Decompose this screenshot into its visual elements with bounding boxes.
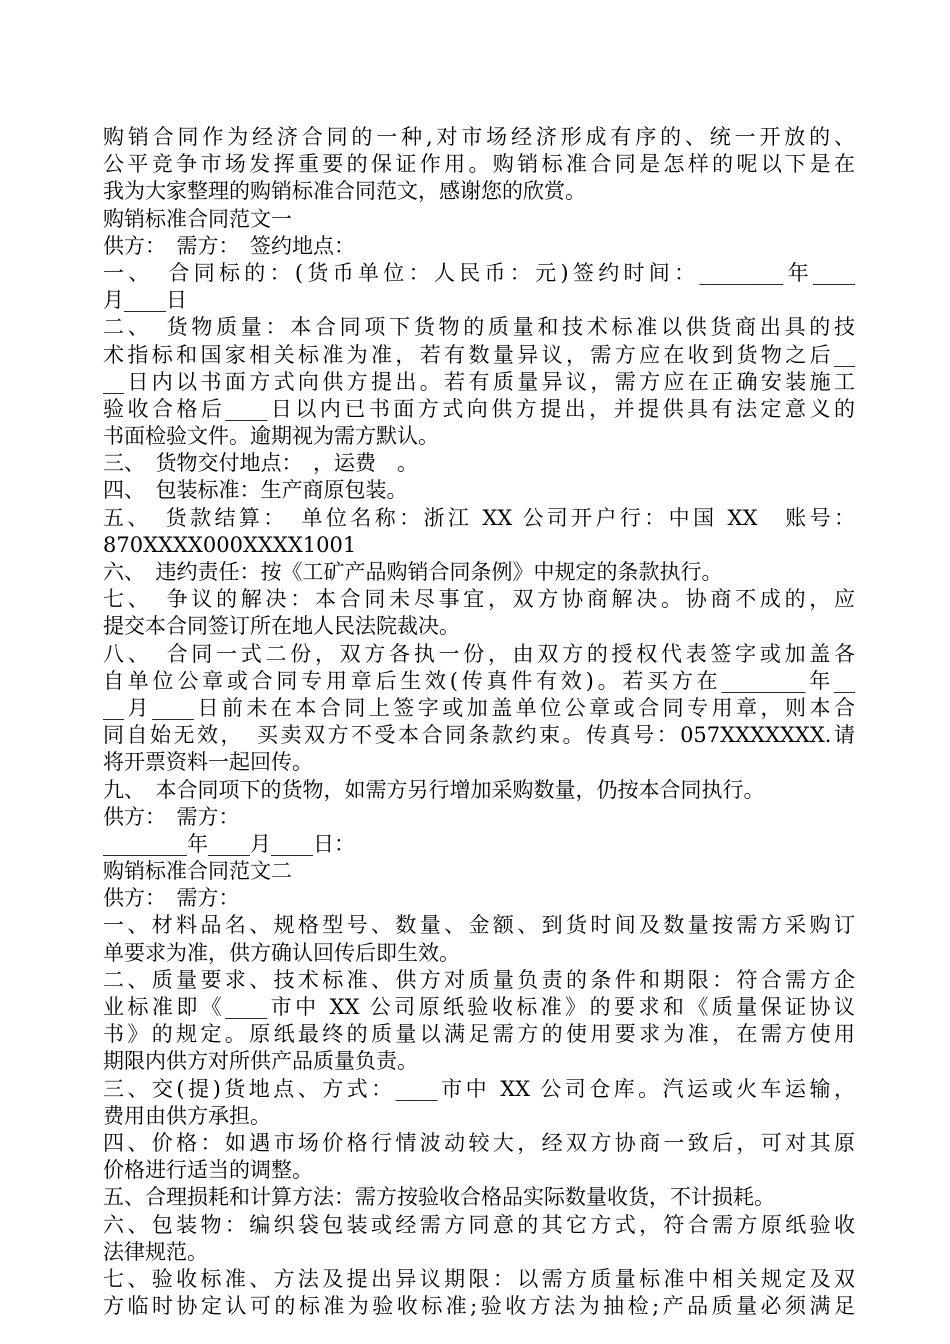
text-line: 六、 违约责任：按《工矿产品购销合同条例》中规定的条款执行。 [103, 560, 723, 584]
text-line: 书面检验文件。逾期视为需方默认。 [103, 424, 439, 449]
text-line: 自单位公章或合同专用章后生效(传真件有效)。若买方在________年__ [103, 668, 855, 693]
text-line: 价格进行适当的调整。 [103, 1158, 313, 1183]
text-line: 四、价格：如遇市场价格行情波动较大，经双方协商一致后，可对其原 [103, 1130, 855, 1155]
text-line: __月____日前未在本合同上签字或加盖单位公章或合同专用章，则本合 [103, 695, 855, 720]
text-line: 七、验收标准、方法及提出异议期限：以需方质量标准中相关规定及双 [103, 1266, 855, 1291]
text-line: 法律规范。 [103, 1239, 208, 1264]
text-line: 书》的规定。原纸最终的质量以满足需方的使用要求为准，在需方使用 [103, 1022, 855, 1047]
text-line: 提交本合同签订所在地人民法院裁决。 [103, 614, 460, 639]
text-line: 八、 合同一式二份，双方各执一份，由双方的授权代表签字或加盖各 [103, 641, 855, 666]
text-line: 供方： 需方： [103, 804, 240, 829]
text-line: 九、 本合同项下的货物，如需方另行增加采购数量，仍按本合同执行。 [103, 777, 765, 802]
text-line: 期限内供方对所供产品质量负责。 [103, 1049, 418, 1074]
text-line: 六、包装物：编织袋包装或经需方同意的其它方式，符合需方原纸验收 [103, 1212, 855, 1237]
text-line: 一、材料品名、规格型号、数量、金额、到货时间及数量按需方采购订 [103, 913, 855, 938]
section-heading: 购销标准合同范文二 [103, 859, 292, 884]
text-line: 二、质量要求、技术标准、供方对质量负责的条件和期限：符合需方企 [103, 967, 855, 992]
section-heading: 购销标准合同范文一 [103, 206, 292, 231]
text-line: 四、 包装标准：生产商原包装。 [103, 478, 408, 503]
text-line: 公平竞争市场发挥重要的保证作用。购销标准合同是怎样的呢以下是在 [103, 152, 855, 177]
text-line: 五、 货款结算： 单位名称：浙江 XX 公司开户行：中国 XX 账号： [103, 505, 855, 530]
text-line: 术指标和国家相关标准为准，若有数量异议，需方应在收到货物之后__ [103, 342, 855, 367]
document-body [103, 124, 855, 1320]
text-line: 验收合格后____日以内已书面方式向供方提出，并提供具有法定意义的 [103, 396, 855, 421]
text-line: 一、 合同标的：(货币单位：人民币：元)签约时间：________年____ [103, 260, 855, 285]
text-line: 月____日 [103, 288, 187, 313]
text-line: 单要求为准，供方确认回传后即生效。 [103, 940, 460, 965]
text-line: 购销合同作为经济合同的一种,对市场经济形成有序的、统一开放的、 [103, 125, 855, 149]
text-line: 费用由供方承担。 [103, 1103, 271, 1128]
text-line: ________年____月____日： [103, 831, 355, 856]
text-line: 870XXXX000XXXX1001 [103, 532, 357, 557]
text-line: 我为大家整理的购销标准合同范文，感谢您的欣赏。 [103, 179, 586, 204]
text-line: 三、交(提)货地点、方式：____市中 XX 公司仓库。汽运或火车运输， [103, 1076, 855, 1101]
text-line: 五、合理损耗和计算方法：需方按验收合格品实际数量收货，不计损耗。 [103, 1185, 775, 1210]
text-line: 业标准即《____市中 XX 公司原纸验收标准》的要求和《质量保证协议 [103, 995, 855, 1019]
text-line: 供方： 需方： [103, 886, 240, 911]
text-line: 同自始无效， 买卖双方不受本合同条款约束。传真号：057XXXXXXX.请 [103, 723, 855, 748]
text-line: 供方： 需方： 签约地点： [103, 233, 355, 258]
text-line: 二、 货物质量：本合同项下货物的质量和技术标准以供货商出具的技 [103, 315, 855, 340]
text-line: 七、 争议的解决：本合同未尽事宜，双方协商解决。协商不成的，应 [103, 587, 855, 612]
text-line: 方临时协定认可的标准为验收标准;验收方法为抽检;产品质量必须满足 [103, 1294, 855, 1319]
text-line: 将开票资料一起回传。 [103, 750, 313, 775]
text-line: 三、 货物交付地点： ，运费 。 [103, 451, 418, 476]
text-line: __日内以书面方式向供方提出。若有质量异议，需方应在正确安装施工 [103, 369, 855, 394]
